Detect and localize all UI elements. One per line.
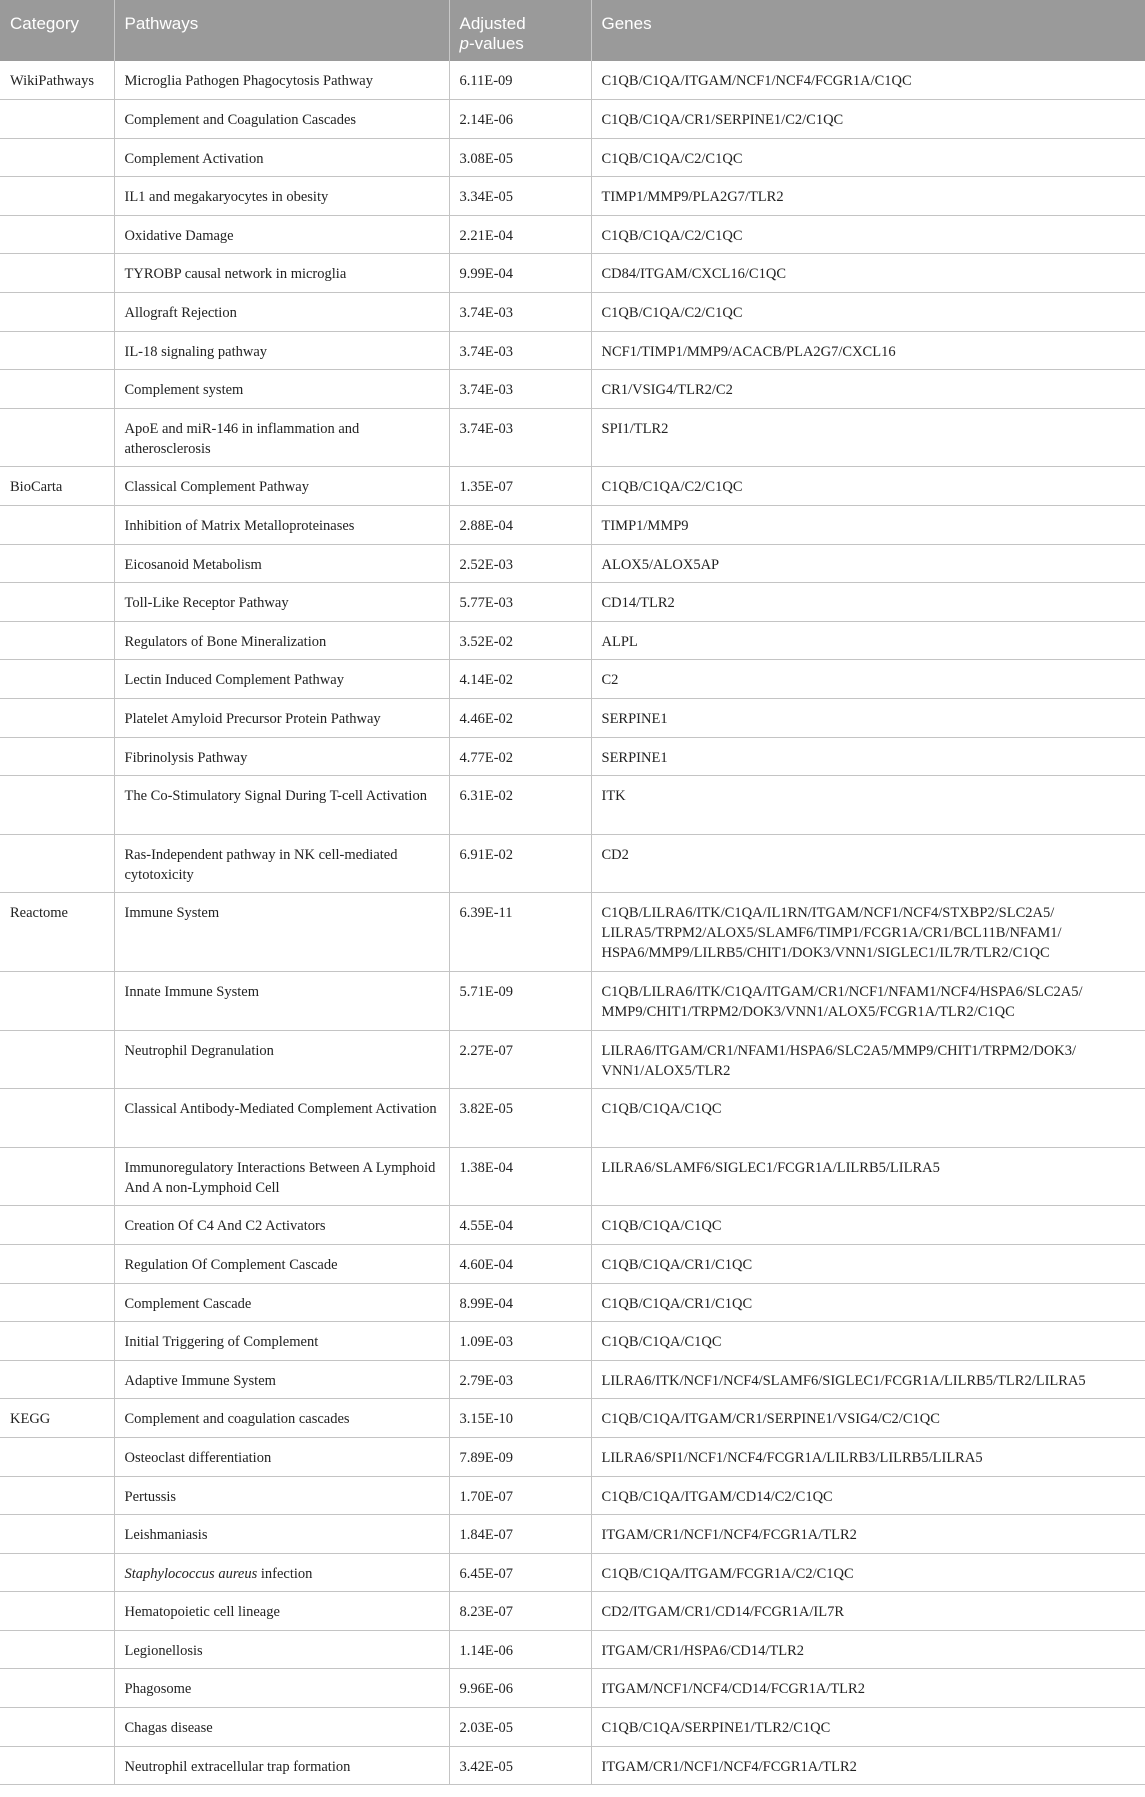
- adjusted-p-value-cell: 6.11E-09: [449, 61, 591, 100]
- table-row: [0, 1746, 1145, 1785]
- category-cell: [0, 138, 114, 177]
- adjusted-p-value-cell: 2.79E-03: [449, 1360, 591, 1399]
- table-row: [0, 370, 1145, 409]
- pathway-cell: Complement system: [114, 370, 449, 409]
- pathway-cell: Toll-Like Receptor Pathway: [114, 583, 449, 622]
- adjusted-p-value-cell: 2.88E-04: [449, 506, 591, 545]
- table-row: [0, 1399, 1145, 1438]
- header-pathways: Pathways: [114, 0, 449, 61]
- category-cell: [0, 1147, 114, 1206]
- genes-cell: C1QB/C1QA/CR1/C1QC: [591, 1244, 1145, 1283]
- pathway-cell: ApoE and miR-146 in inflammation and atherosclerosis: [114, 408, 449, 467]
- genes-cell: CD14/TLR2: [591, 583, 1145, 622]
- adjusted-p-value-cell: 3.74E-03: [449, 293, 591, 332]
- adjusted-p-value-cell: 5.71E-09: [449, 971, 591, 1030]
- header-adjusted-p-values: [449, 0, 591, 61]
- pathway-cell: Adaptive Immune System: [114, 1360, 449, 1399]
- category-cell: [0, 215, 114, 254]
- category-cell: [0, 408, 114, 467]
- adjusted-p-value-cell: 3.82E-05: [449, 1089, 591, 1148]
- category-cell: [0, 1669, 114, 1708]
- table-row: [0, 293, 1145, 332]
- genes-cell: C1QB/LILRA6/ITK/C1QA/IL1RN/ITGAM/NCF1/NCF4/STXBP2/SLC2A5/ LILRA5/TRPM2/ALOX5/SLAMF6/TIMP1/FCGR1A/CR1/BCL11B/NFAM1/ HSPA6/MMP9/LILRB5/CHIT1/DOK3/VNN1/SIGLEC1/IL7R/TLR2/C1QC: [591, 893, 1145, 972]
- category-cell: [0, 544, 114, 583]
- table-row: [0, 1515, 1145, 1554]
- pathway-cell: Initial Triggering of Complement: [114, 1322, 449, 1361]
- header-adjusted-label: Adjusted: [459, 14, 526, 33]
- pathway-cell: IL-18 signaling pathway: [114, 331, 449, 370]
- table-row: [0, 737, 1145, 776]
- table-row: [0, 1476, 1145, 1515]
- pathway-cell: Neutrophil extracellular trap formation: [114, 1746, 449, 1785]
- pathway-cell: Fibrinolysis Pathway: [114, 737, 449, 776]
- table-row: [0, 331, 1145, 370]
- pathway-cell: Complement and Coagulation Cascades: [114, 100, 449, 139]
- genes-cell: C1QB/C1QA/CR1/C1QC: [591, 1283, 1145, 1322]
- table-row: [0, 1360, 1145, 1399]
- genes-cell: TIMP1/MMP9/PLA2G7/TLR2: [591, 177, 1145, 216]
- adjusted-p-value-cell: 1.09E-03: [449, 1322, 591, 1361]
- table-row: [0, 467, 1145, 506]
- genes-cell: SPI1/TLR2: [591, 408, 1145, 467]
- pathway-cell: Complement Cascade: [114, 1283, 449, 1322]
- pathway-cell: Creation Of C4 And C2 Activators: [114, 1206, 449, 1245]
- pathway-cell: Regulation Of Complement Cascade: [114, 1244, 449, 1283]
- table-row: [0, 1089, 1145, 1148]
- adjusted-p-value-cell: 4.60E-04: [449, 1244, 591, 1283]
- pathway-cell: Platelet Amyloid Precursor Protein Pathway: [114, 699, 449, 738]
- table-header-row: [0, 0, 1145, 61]
- table-row: [0, 1592, 1145, 1631]
- category-cell: [0, 1322, 114, 1361]
- adjusted-p-value-cell: 1.84E-07: [449, 1515, 591, 1554]
- category-cell: [0, 1746, 114, 1785]
- table-row: [0, 660, 1145, 699]
- genes-cell: ALOX5/ALOX5AP: [591, 544, 1145, 583]
- table-row: [0, 834, 1145, 893]
- adjusted-p-value-cell: 6.91E-02: [449, 834, 591, 893]
- pathway-cell: IL1 and megakaryocytes in obesity: [114, 177, 449, 216]
- adjusted-p-value-cell: 2.03E-05: [449, 1708, 591, 1747]
- table-row: [0, 1630, 1145, 1669]
- genes-cell: C1QB/C1QA/CR1/SERPINE1/C2/C1QC: [591, 100, 1145, 139]
- genes-cell: C1QB/C1QA/ITGAM/CD14/C2/C1QC: [591, 1476, 1145, 1515]
- pathway-cell: Lectin Induced Complement Pathway: [114, 660, 449, 699]
- header-values-label: -values: [468, 34, 524, 53]
- table-row: [0, 1283, 1145, 1322]
- header-genes: Genes: [591, 0, 1145, 61]
- genes-cell: CR1/VSIG4/TLR2/C2: [591, 370, 1145, 409]
- adjusted-p-value-cell: 5.77E-03: [449, 583, 591, 622]
- pathway-cell: Hematopoietic cell lineage: [114, 1592, 449, 1631]
- pathway-rest-text: infection: [257, 1565, 313, 1582]
- pathway-cell: Eicosanoid Metabolism: [114, 544, 449, 583]
- genes-cell: NCF1/TIMP1/MMP9/ACACB/PLA2G7/CXCL16: [591, 331, 1145, 370]
- table-row: [0, 100, 1145, 139]
- table-row: [0, 408, 1145, 467]
- adjusted-p-value-cell: 3.08E-05: [449, 138, 591, 177]
- pathway-cell: Oxidative Damage: [114, 215, 449, 254]
- category-cell: [0, 1437, 114, 1476]
- genes-cell: C1QB/C1QA/C2/C1QC: [591, 293, 1145, 332]
- pathway-cell: Classical Complement Pathway: [114, 467, 449, 506]
- table-row: [0, 1437, 1145, 1476]
- adjusted-p-value-cell: 9.96E-06: [449, 1669, 591, 1708]
- genes-cell: LILRA6/SLAMF6/SIGLEC1/FCGR1A/LILRB5/LILRA5: [591, 1147, 1145, 1206]
- adjusted-p-value-cell: 9.99E-04: [449, 254, 591, 293]
- adjusted-p-value-cell: 3.42E-05: [449, 1746, 591, 1785]
- category-cell: [0, 254, 114, 293]
- category-cell: [0, 1360, 114, 1399]
- adjusted-p-value-cell: 3.34E-05: [449, 177, 591, 216]
- category-cell: [0, 971, 114, 1030]
- table-row: [0, 621, 1145, 660]
- pathway-italic-text: Staphylococcus aureus: [124, 1565, 258, 1582]
- genes-cell: LILRA6/SPI1/NCF1/NCF4/FCGR1A/LILRB3/LILRB5/LILRA5: [591, 1437, 1145, 1476]
- genes-cell: C1QB/C1QA/C1QC: [591, 1089, 1145, 1148]
- pathway-cell: Microglia Pathogen Phagocytosis Pathway: [114, 61, 449, 100]
- genes-cell: ITGAM/NCF1/NCF4/CD14/FCGR1A/TLR2: [591, 1669, 1145, 1708]
- genes-cell: C1QB/C1QA/C2/C1QC: [591, 467, 1145, 506]
- category-cell: [0, 1476, 114, 1515]
- table-row: [0, 1322, 1145, 1361]
- adjusted-p-value-cell: 2.52E-03: [449, 544, 591, 583]
- adjusted-p-value-cell: 4.46E-02: [449, 699, 591, 738]
- adjusted-p-value-cell: 2.14E-06: [449, 100, 591, 139]
- pathway-cell: Innate Immune System: [114, 971, 449, 1030]
- adjusted-p-value-cell: 3.52E-02: [449, 621, 591, 660]
- table-row: [0, 1206, 1145, 1245]
- adjusted-p-value-cell: 4.14E-02: [449, 660, 591, 699]
- genes-cell: SERPINE1: [591, 699, 1145, 738]
- category-cell: [0, 699, 114, 738]
- pathway-cell: Complement Activation: [114, 138, 449, 177]
- adjusted-p-value-cell: 3.74E-03: [449, 331, 591, 370]
- adjusted-p-value-cell: 1.70E-07: [449, 1476, 591, 1515]
- pathway-cell: [114, 1553, 449, 1592]
- table-row: [0, 177, 1145, 216]
- category-cell: [0, 1089, 114, 1148]
- table-row: [0, 215, 1145, 254]
- adjusted-p-value-cell: 6.45E-07: [449, 1553, 591, 1592]
- category-cell: [0, 1515, 114, 1554]
- pathway-cell: Classical Antibody-Mediated Complement Activation: [114, 1089, 449, 1148]
- genes-cell: C1QB/C1QA/ITGAM/FCGR1A/C2/C1QC: [591, 1553, 1145, 1592]
- table-row: [0, 1244, 1145, 1283]
- category-cell: [0, 1244, 114, 1283]
- pathway-cell: Complement and coagulation cascades: [114, 1399, 449, 1438]
- category-cell: [0, 293, 114, 332]
- genes-cell: C1QB/C1QA/ITGAM/NCF1/NCF4/FCGR1A/C1QC: [591, 61, 1145, 100]
- pathway-cell: The Co-Stimulatory Signal During T-cell Activation: [114, 776, 449, 835]
- adjusted-p-value-cell: 1.14E-06: [449, 1630, 591, 1669]
- pathway-cell: Immunoregulatory Interactions Between A Lymphoid And A non-Lymphoid Cell: [114, 1147, 449, 1206]
- category-cell: [0, 621, 114, 660]
- category-cell: [0, 1708, 114, 1747]
- genes-cell: ALPL: [591, 621, 1145, 660]
- table-row: [0, 506, 1145, 545]
- table-row: [0, 1147, 1145, 1206]
- pathway-cell: Immune System: [114, 893, 449, 972]
- table-row: [0, 1030, 1145, 1089]
- pathway-cell: Legionellosis: [114, 1630, 449, 1669]
- table-row: [0, 254, 1145, 293]
- category-cell: BioCarta: [0, 467, 114, 506]
- genes-cell: CD2/ITGAM/CR1/CD14/FCGR1A/IL7R: [591, 1592, 1145, 1631]
- genes-cell: LILRA6/ITK/NCF1/NCF4/SLAMF6/SIGLEC1/FCGR1A/LILRB5/TLR2/LILRA5: [591, 1360, 1145, 1399]
- adjusted-p-value-cell: 3.74E-03: [449, 408, 591, 467]
- genes-cell: C1QB/C1QA/C2/C1QC: [591, 215, 1145, 254]
- category-cell: Reactome: [0, 893, 114, 972]
- pathway-cell: Pertussis: [114, 1476, 449, 1515]
- category-cell: [0, 1592, 114, 1631]
- table-row: [0, 61, 1145, 100]
- genes-cell: SERPINE1: [591, 737, 1145, 776]
- category-cell: [0, 660, 114, 699]
- genes-cell: C1QB/LILRA6/ITK/C1QA/ITGAM/CR1/NCF1/NFAM1/NCF4/HSPA6/SLC2A5/ MMP9/CHIT1/TRPM2/DOK3/VNN1/ALOX5/FCGR1A/TLR2/C1QC: [591, 971, 1145, 1030]
- pathway-cell: Chagas disease: [114, 1708, 449, 1747]
- adjusted-p-value-cell: 6.39E-11: [449, 893, 591, 972]
- category-cell: [0, 1283, 114, 1322]
- genes-cell: ITK: [591, 776, 1145, 835]
- header-category: Category: [0, 0, 114, 61]
- genes-cell: CD84/ITGAM/CXCL16/C1QC: [591, 254, 1145, 293]
- category-cell: WikiPathways: [0, 61, 114, 100]
- genes-cell: C1QB/C1QA/C2/C1QC: [591, 138, 1145, 177]
- genes-cell: C1QB/C1QA/SERPINE1/TLR2/C1QC: [591, 1708, 1145, 1747]
- table-row: [0, 699, 1145, 738]
- category-cell: [0, 1553, 114, 1592]
- adjusted-p-value-cell: 8.99E-04: [449, 1283, 591, 1322]
- table-body: [0, 61, 1145, 1785]
- adjusted-p-value-cell: 3.15E-10: [449, 1399, 591, 1438]
- pathway-cell: Osteoclast differentiation: [114, 1437, 449, 1476]
- pathway-cell: Inhibition of Matrix Metalloproteinases: [114, 506, 449, 545]
- category-cell: [0, 737, 114, 776]
- genes-cell: LILRA6/ITGAM/CR1/NFAM1/HSPA6/SLC2A5/MMP9/CHIT1/TRPM2/DOK3/ VNN1/ALOX5/TLR2: [591, 1030, 1145, 1089]
- adjusted-p-value-cell: 1.35E-07: [449, 467, 591, 506]
- table-row: [0, 1669, 1145, 1708]
- category-cell: [0, 177, 114, 216]
- category-cell: [0, 506, 114, 545]
- genes-cell: C2: [591, 660, 1145, 699]
- category-cell: [0, 1030, 114, 1089]
- pathway-cell: Allograft Rejection: [114, 293, 449, 332]
- category-cell: [0, 583, 114, 622]
- adjusted-p-value-cell: 4.77E-02: [449, 737, 591, 776]
- genes-cell: CD2: [591, 834, 1145, 893]
- genes-cell: TIMP1/MMP9: [591, 506, 1145, 545]
- genes-cell: ITGAM/CR1/NCF1/NCF4/FCGR1A/TLR2: [591, 1515, 1145, 1554]
- pathway-cell: TYROBP causal network in microglia: [114, 254, 449, 293]
- genes-cell: ITGAM/CR1/HSPA6/CD14/TLR2: [591, 1630, 1145, 1669]
- genes-cell: ITGAM/CR1/NCF1/NCF4/FCGR1A/TLR2: [591, 1746, 1145, 1785]
- table-row: [0, 138, 1145, 177]
- pathway-cell: Regulators of Bone Mineralization: [114, 621, 449, 660]
- category-cell: [0, 100, 114, 139]
- table-row: [0, 971, 1145, 1030]
- category-cell: [0, 1206, 114, 1245]
- adjusted-p-value-cell: 3.74E-03: [449, 370, 591, 409]
- adjusted-p-value-cell: 1.38E-04: [449, 1147, 591, 1206]
- header-p-label: p: [459, 34, 469, 53]
- category-cell: KEGG: [0, 1399, 114, 1438]
- category-cell: [0, 834, 114, 893]
- pathway-cell: Phagosome: [114, 1669, 449, 1708]
- pathway-cell: Leishmaniasis: [114, 1515, 449, 1554]
- category-cell: [0, 370, 114, 409]
- adjusted-p-value-cell: 4.55E-04: [449, 1206, 591, 1245]
- table-row: [0, 893, 1145, 972]
- genes-cell: C1QB/C1QA/C1QC: [591, 1322, 1145, 1361]
- adjusted-p-value-cell: 2.27E-07: [449, 1030, 591, 1089]
- genes-cell: C1QB/C1QA/C1QC: [591, 1206, 1145, 1245]
- table-row: [0, 1708, 1145, 1747]
- table-row: [0, 583, 1145, 622]
- adjusted-p-value-cell: 6.31E-02: [449, 776, 591, 835]
- table-row: [0, 1553, 1145, 1592]
- pathway-cell: Ras-Independent pathway in NK cell-mediated cytotoxicity: [114, 834, 449, 893]
- pathway-cell: Neutrophil Degranulation: [114, 1030, 449, 1089]
- adjusted-p-value-cell: 8.23E-07: [449, 1592, 591, 1631]
- table-row: [0, 544, 1145, 583]
- category-cell: [0, 776, 114, 835]
- genes-cell: C1QB/C1QA/ITGAM/CR1/SERPINE1/VSIG4/C2/C1QC: [591, 1399, 1145, 1438]
- adjusted-p-value-cell: 7.89E-09: [449, 1437, 591, 1476]
- category-cell: [0, 1630, 114, 1669]
- table-row: [0, 776, 1145, 835]
- category-cell: [0, 331, 114, 370]
- adjusted-p-value-cell: 2.21E-04: [449, 215, 591, 254]
